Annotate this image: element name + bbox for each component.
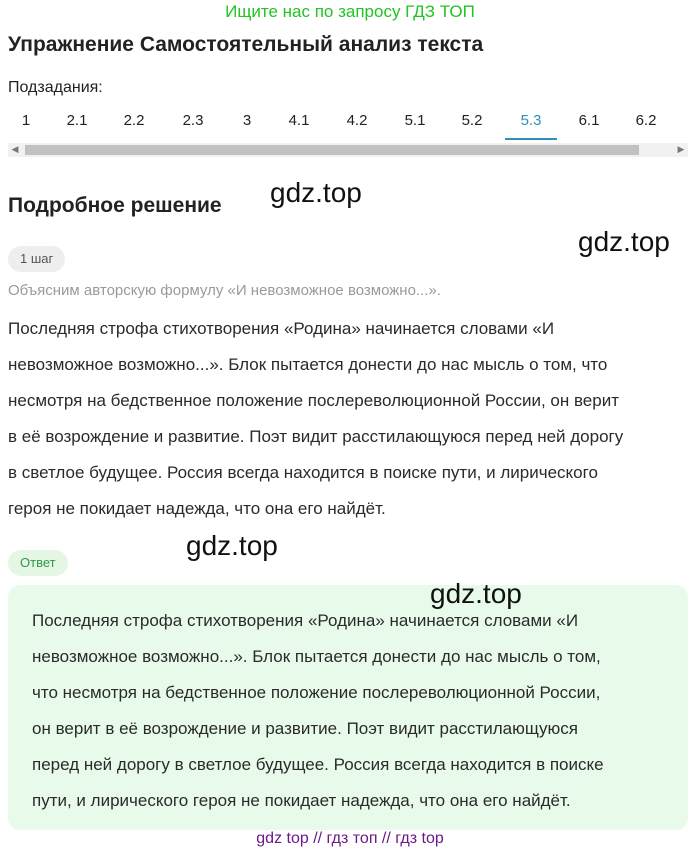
subtask-tab-4-1[interactable]: 4.1 — [288, 112, 310, 129]
scroll-right-icon[interactable]: ▶ — [677, 144, 685, 154]
scroll-left-icon[interactable]: ◀ — [11, 144, 19, 154]
subtask-tab-4-2[interactable]: 4.2 — [346, 112, 368, 129]
subtask-tab-5-1[interactable]: 5.1 — [404, 112, 426, 129]
answer-text — [32, 603, 662, 819]
active-tab-indicator — [505, 138, 557, 140]
subtask-tab-2-3[interactable]: 2.3 — [182, 112, 204, 129]
watermark: gdz.top — [186, 530, 278, 561]
top-banner: Ищите нас по запросу ГДЗ ТОП — [225, 2, 475, 21]
answer-line: невозможное возможно...». Блок пытается донести до нас мысль о том, — [32, 647, 601, 666]
subtask-tab-3[interactable]: 3 — [242, 112, 252, 129]
answer-line: перед ней дорогу в светлое будущее. Россия всегда находится в поиске — [32, 755, 604, 774]
subtask-tab-6-2[interactable]: 6.2 — [635, 112, 657, 129]
subtask-tab-5-2[interactable]: 5.2 — [461, 112, 483, 129]
subtasks-label: Подзадания: — [8, 79, 103, 96]
footer-links: gdz top // гдз топ // гдз top — [256, 830, 444, 847]
scrollbar-thumb[interactable] — [25, 145, 639, 155]
solution-line: в светлое будущее. Россия всегда находится в поиске пути, и лирического — [8, 463, 598, 482]
page-title: Упражнение Самостоятельный анализ текста — [8, 33, 484, 56]
subtask-tab-5-3[interactable]: 5.3 — [520, 112, 542, 129]
solution-line: невозможное возможно...». Блок пытается донести до нас мысль о том, что — [8, 355, 608, 374]
subtask-tab-2-2[interactable]: 2.2 — [123, 112, 145, 129]
solution-text — [8, 311, 688, 527]
solution-title: Подробное решение — [8, 194, 222, 217]
subtask-tabs — [0, 108, 700, 140]
subtask-tab-1[interactable]: 1 — [21, 112, 31, 129]
subtask-tab-6-1[interactable]: 6.1 — [578, 112, 600, 129]
step-badge: 1 шаг — [8, 246, 65, 272]
solution-line: героя не покидает надежда, что она его найдёт. — [8, 499, 386, 518]
watermark: gdz.top — [270, 177, 362, 208]
watermark: gdz.top — [430, 578, 522, 609]
solution-line: Последняя строфа стихотворения «Родина» начинается словами «И — [8, 319, 555, 338]
answer-box — [8, 585, 688, 830]
subtask-tab-2-1[interactable]: 2.1 — [66, 112, 88, 129]
answer-badge: Ответ — [8, 550, 68, 576]
answer-line: Последняя строфа стихотворения «Родина» начинается словами «И — [32, 611, 579, 630]
answer-line: он верит в её возрождение и развитие. Поэт видит расстилающуюся — [32, 719, 578, 738]
horizontal-scrollbar[interactable] — [8, 143, 688, 157]
solution-line: в её возрождение и развитие. Поэт видит расстилающуюся перед ней дорогу — [8, 427, 624, 446]
answer-line: что несмотря на бедственное положение послереволюционной России, — [32, 683, 601, 702]
step-hint: Объясним авторскую формулу «И невозможное возможно...». — [8, 282, 441, 299]
watermark: gdz.top — [578, 226, 670, 257]
solution-line: несмотря на бедственное положение послереволюционной России, он верит — [8, 391, 619, 410]
answer-line: пути, и лирического героя не покидает надежда, что она его найдёт. — [32, 791, 571, 810]
